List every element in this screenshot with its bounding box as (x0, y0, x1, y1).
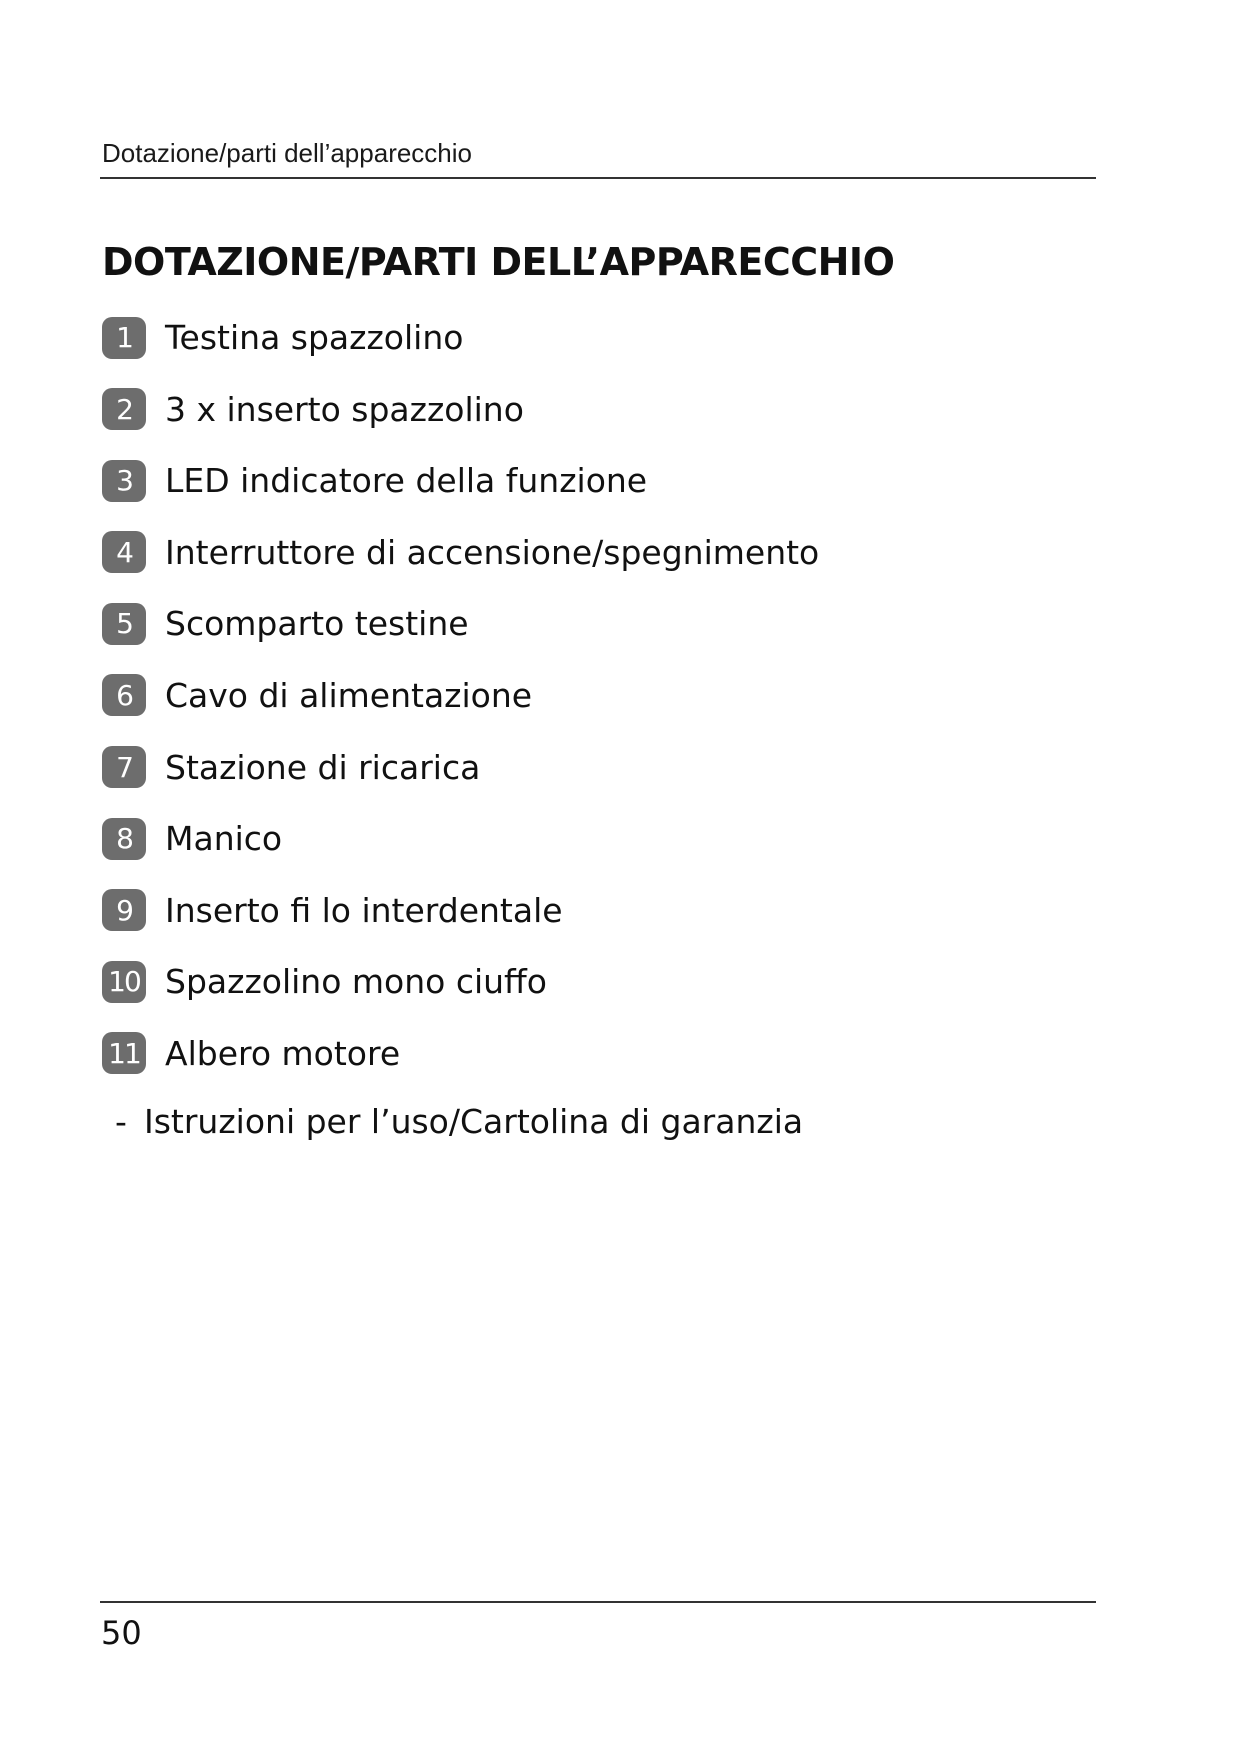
part-label: Manico (165, 819, 283, 859)
part-number-badge: 9 (102, 889, 146, 931)
part-label: Cavo di alimentazione (165, 675, 533, 715)
running-header: Dotazione/parti dell’apparecchio (102, 138, 473, 168)
part-number-badge: 6 (102, 674, 146, 716)
part-item-9 (102, 889, 819, 932)
page-number: 50 (101, 1614, 142, 1652)
part-item-3 (102, 459, 819, 502)
part-number-badge: 3 (102, 460, 146, 502)
header-rule (100, 177, 1096, 179)
part-item-4 (102, 531, 819, 574)
part-number-badge: 5 (102, 603, 146, 645)
part-item-7 (102, 746, 819, 789)
part-label: LED indicatore della funzione (165, 461, 648, 501)
part-label: Albero motore (165, 1033, 401, 1073)
part-label: Inserto fi lo interdentale (165, 890, 563, 930)
part-label: Spazzolino mono ciuffo (165, 962, 547, 1002)
part-item-10 (102, 960, 819, 1003)
part-number-badge: 8 (102, 818, 146, 860)
part-number-badge: 4 (102, 531, 146, 573)
extra-item (115, 1100, 803, 1143)
part-label: Interruttore di accensione/spegnimento (165, 532, 820, 572)
part-number-badge: 10 (102, 961, 146, 1003)
part-item-8 (102, 817, 819, 860)
part-label: 3 x inserto spazzolino (165, 389, 524, 429)
extra-item-label: Istruzioni per l’uso/Cartolina di garanzia (144, 1102, 804, 1141)
part-number-badge: 7 (102, 746, 146, 788)
part-item-1 (102, 316, 819, 359)
part-label: Testina spazzolino (165, 318, 464, 357)
part-item-2 (102, 388, 819, 431)
part-label: Scomparto testine (165, 604, 469, 644)
parts-list (102, 316, 819, 1104)
part-item-6 (102, 674, 819, 717)
part-item-11 (102, 1032, 819, 1075)
section-title: DOTAZIONE/PARTI DELL’APPARECCHIO (102, 240, 895, 284)
part-number-badge: 11 (102, 1032, 146, 1074)
part-number-badge: 1 (102, 317, 146, 359)
part-number-badge: 2 (102, 388, 146, 430)
part-item-5 (102, 602, 819, 645)
footer-rule (100, 1601, 1096, 1603)
dash-bullet: - (115, 1102, 127, 1141)
part-label: Stazione di ricarica (165, 747, 481, 787)
